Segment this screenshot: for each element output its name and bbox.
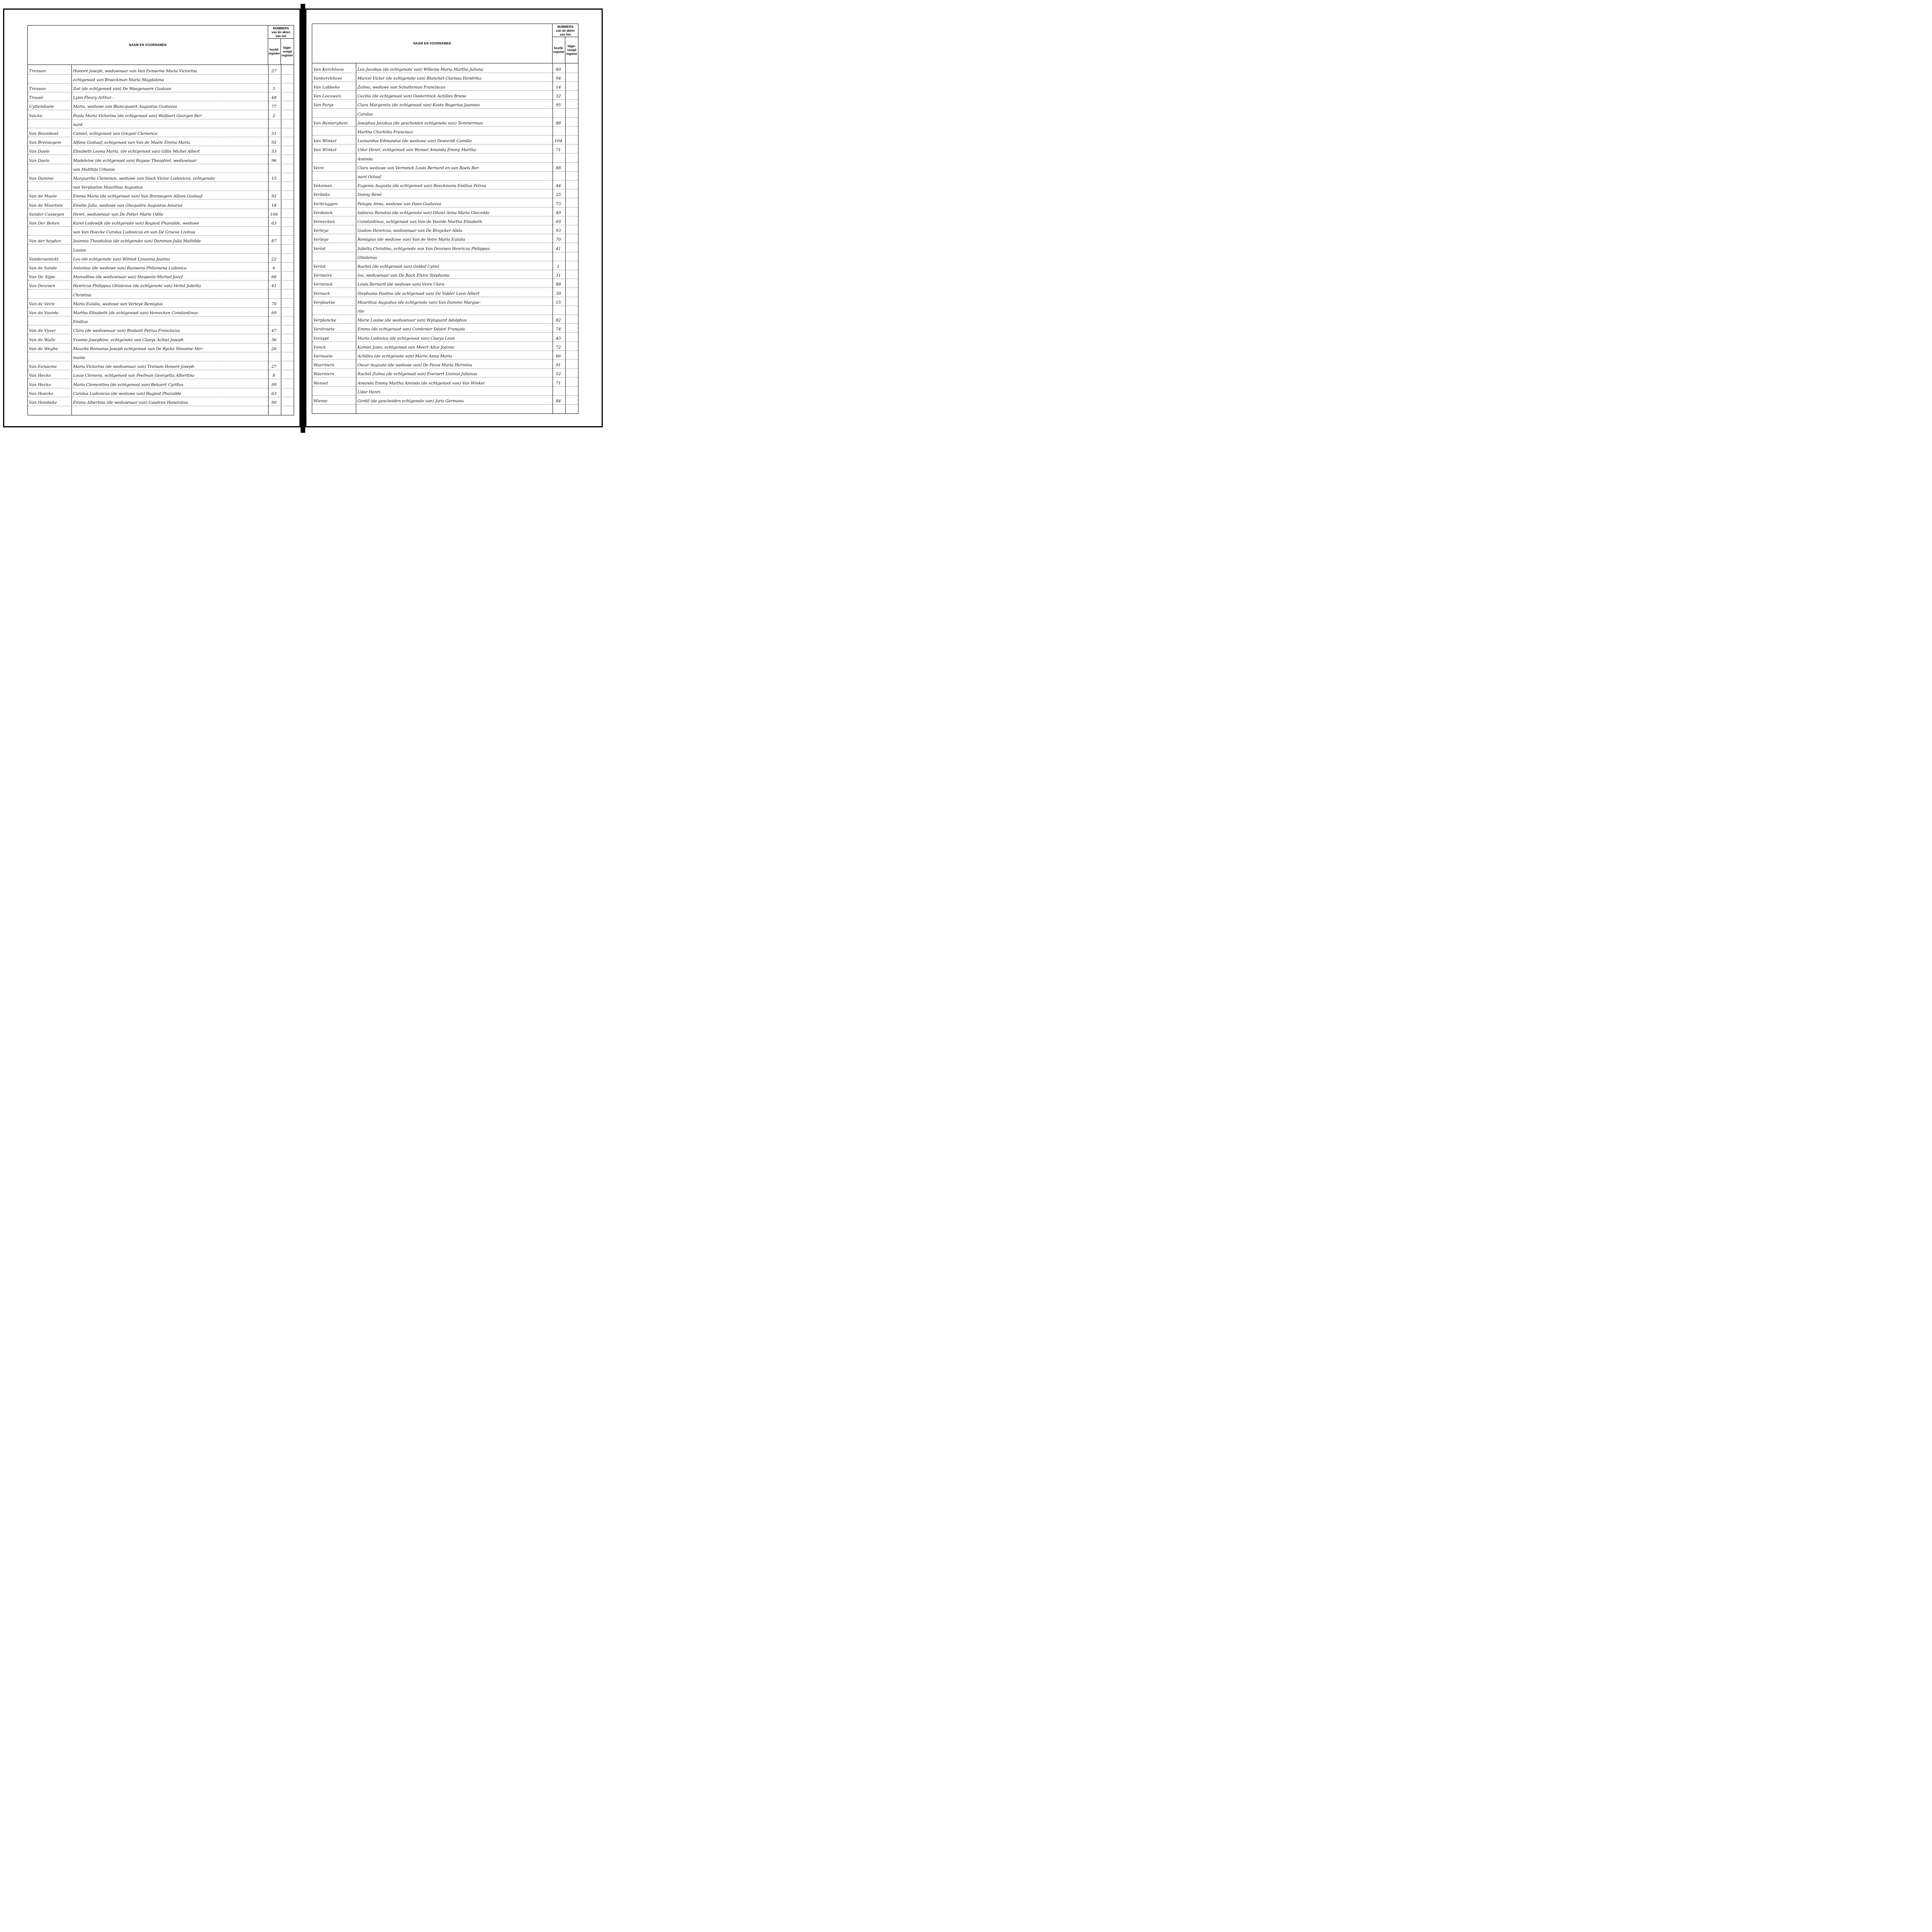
details-cell: Henricus Philippus Ghislenus (de echtgenote van) Verlot Julietta [73, 284, 201, 289]
surname-cell: Waerniers [313, 363, 335, 368]
register-row [28, 272, 294, 281]
act-number-cell: 106 [270, 212, 278, 217]
surname-cell: Vekeman [313, 184, 332, 189]
act-number-cell: 15 [556, 300, 561, 305]
act-number-cell: 53 [271, 149, 277, 154]
numbers-title-line-3: van het [275, 34, 286, 38]
act-number-cell: 71 [556, 381, 561, 386]
act-number-cell: 91 [556, 363, 561, 368]
surname-cell: Vorsypt [313, 336, 329, 341]
details-cell: Cecilia (de echtgenoot van) Oosterlinck Achilles Bruno [357, 94, 466, 99]
act-number-cell: 1 [557, 264, 560, 269]
register-row [312, 64, 578, 73]
details-cell: Louis Clemens, echtgenoot van Peelman Georgetta Albertina [73, 373, 194, 378]
surname-cell: Van der heyden [29, 239, 61, 244]
act-number-cell: 88 [556, 121, 561, 126]
register-row [312, 279, 578, 288]
act-number-cell: 69 [271, 310, 277, 315]
act-number-cell: 51 [271, 131, 277, 136]
surname-cell: Van de Walle [29, 337, 56, 342]
surname-cell: Wensel [313, 381, 328, 386]
supplementary-register-header: bijge- voegd register [281, 39, 294, 65]
register-row [28, 93, 294, 102]
details-cell: Maria Ludovica (de echtgenoot van) Claeys Leon [357, 336, 455, 341]
act-number-cell: 84 [556, 398, 561, 403]
register-row [28, 254, 294, 263]
details-cell: van Matthijs Urbanie [73, 167, 116, 172]
register-row [312, 136, 578, 145]
left-register-table [27, 25, 294, 415]
details-cell: rite [357, 309, 365, 314]
surname-cell: Vermeire [313, 273, 332, 278]
register-row [28, 290, 294, 299]
act-number-cell: 73 [556, 201, 561, 206]
register-row [312, 297, 578, 306]
surname-cell: Van de Moortele [29, 203, 63, 208]
surname-cell: Van de Veire [29, 301, 55, 306]
surname-cell: Van Winkel [313, 148, 337, 153]
register-row [28, 111, 294, 119]
act-number-cell: 5 [272, 86, 276, 91]
register-row [28, 326, 294, 335]
register-row [28, 209, 294, 218]
details-cell: Marguerite Clemence, weduwe van Slock Victor Ludovicus, echtgenote [73, 176, 215, 181]
right-register-table [312, 24, 578, 414]
act-number-cell: 99 [271, 382, 277, 387]
details-cell: Mauritius Augustus (de echtgenote van) Van Damme Margue- [357, 300, 481, 305]
register-row [28, 83, 294, 92]
act-number-cell: 44 [556, 184, 561, 189]
surname-cell: Trenson [29, 86, 46, 91]
details-cell: Christina [73, 293, 92, 298]
surname-cell: Van de Sande [29, 265, 57, 270]
act-number-cell: 77 [271, 104, 277, 109]
surname-cell: Van De Sijpe [29, 275, 55, 280]
act-number-cell: 48 [271, 95, 277, 100]
details-cell: Stephania Paulina (de echtgenoot van) De Volder Leon Albert [357, 291, 480, 296]
details-cell: Marcellina (de weduwnaar van) Hespeels Michiel Jozef [73, 275, 183, 280]
surname-cell: Verbeke [313, 192, 330, 197]
register-row [312, 145, 578, 154]
act-number-cell: 63 [271, 391, 277, 396]
act-number-cell: 27 [271, 364, 277, 369]
numbers-title-line-2: van de akten [556, 29, 575, 32]
act-number-cell: 88 [556, 282, 561, 287]
surname-cell: Van Winkel [313, 139, 337, 144]
register-row [28, 75, 294, 83]
surname-cell: Vormaele [313, 354, 333, 359]
act-number-cell: 82 [556, 318, 561, 323]
act-number-cell: 6 [272, 265, 276, 270]
register-row [28, 164, 294, 173]
details-cell: Maria Eulalia, weduwe van Verleye Remigius [73, 301, 163, 306]
act-number-cell: 2 [272, 113, 276, 118]
numbers-title-line-2: van de akten [271, 31, 291, 34]
details-cell: Louis Bernard (de weduwe van) Veire Clara [357, 282, 444, 287]
details-cell: Zoë (de echtgenoot van) De Waegenaere Gustave [73, 86, 172, 91]
register-row [312, 324, 578, 333]
details-cell: Oscar Auguste (de weduwe van) De Pauw Maria Hermina [357, 363, 472, 368]
register-row [28, 236, 294, 245]
surname-cell: Vankerckhove [313, 76, 342, 81]
details-cell: Carolus Ludovicus (de weduwe van) Rogiest Pharailde [73, 391, 182, 396]
details-cell: Leo (de echtgenote van) Wilmot Limanna Joanna [73, 257, 170, 262]
act-number-cell: 18 [271, 203, 277, 208]
act-number-cell: 92 [271, 140, 277, 145]
act-number-cell: 32 [556, 94, 561, 99]
register-row [28, 362, 294, 371]
register-row [28, 227, 294, 236]
surname-cell: Vander Casseyen [29, 212, 65, 217]
details-cell: Henri, weduwnaar van De Potter Marie Odile [73, 212, 163, 217]
details-cell: Louise [73, 248, 86, 253]
register-row [28, 191, 294, 200]
details-cell: Maria Clementina (de echtgenoot van) Bekaert Cyrillus [73, 382, 184, 387]
act-number-cell: 14 [556, 85, 561, 90]
register-row [312, 387, 578, 396]
register-row [312, 91, 578, 100]
surname-cell: Van Brensegem [29, 140, 61, 145]
details-cell: Martha Charlotta Francisca [357, 129, 413, 134]
surname-cell: Van Der Beken [29, 221, 60, 226]
act-number-cell: 15 [271, 176, 277, 181]
register-row [312, 163, 578, 172]
details-cell: Emma Albertina (de weduwnaar van) Caudron Honoratus [73, 400, 188, 405]
surname-cell: Vernack [313, 291, 330, 296]
details-cell: Elisabeth Leona Maria, (de echtgenoot van) Gillis Michel Albert [73, 149, 200, 154]
register-row [312, 261, 578, 270]
register-row [312, 235, 578, 243]
details-cell: nard. [73, 122, 84, 127]
surname-cell: Van de Weghe [29, 346, 58, 351]
details-cell: Emilius [73, 320, 88, 325]
details-cell: Achilles (de echtgenote van) Marre Anna Maria [357, 354, 452, 359]
register-row [312, 315, 578, 324]
act-number-cell: 94 [556, 76, 561, 81]
details-cell: Paula Maria Victorina (de echtgenoot van) Walfaert Georges Ber- [73, 113, 203, 118]
register-row [312, 378, 578, 387]
details-cell: Udor Henri. [357, 389, 381, 395]
register-row [312, 306, 578, 315]
register-row [28, 173, 294, 182]
surname-cell: Verleye [313, 237, 329, 242]
details-cell: Gaston Henricus, weduwnaar van De Bruycker Alida [357, 228, 463, 233]
details-cell: Lynn Fleury Arthur - [73, 95, 114, 100]
details-cell: Ghislenus [357, 255, 377, 260]
register-row [312, 190, 578, 199]
register-row [312, 172, 578, 180]
register-row [312, 270, 578, 279]
register-row [28, 102, 294, 111]
surname-cell: Van de Vyver [29, 328, 56, 333]
surname-cell: Van Labbeke [313, 85, 340, 90]
act-number-cell: 41 [556, 246, 561, 251]
details-cell: Emelie Julia, weduwe van Ghequière Augustus Amarus [73, 203, 183, 208]
surname-cell: Van Eenaeme [29, 364, 57, 369]
register-row [28, 281, 294, 290]
details-cell: Danny René [357, 192, 382, 197]
surname-cell: Verdonck [313, 210, 333, 215]
register-row [28, 245, 294, 254]
act-number-cell: 49 [556, 210, 561, 215]
surname-cell: Van Parys [313, 103, 334, 108]
surname-cell: Van Daele [29, 149, 50, 154]
book-spine [301, 4, 305, 433]
details-cell: Yvonne Josephine, echtgenote van Claeys Achiel Joseph [73, 337, 184, 342]
register-row [28, 182, 294, 191]
details-cell: Josephus Jacobus (de gescheiden echtgenote van) Temmerman [357, 121, 483, 126]
register-row [312, 243, 578, 252]
details-cell: Marcel Victor (de echtgenote van) Blanchet Clarissa Hendrika [357, 76, 481, 81]
register-row [312, 351, 578, 360]
act-number-cell: 41 [271, 284, 277, 289]
surname-cell: Van Leeuwen [313, 94, 341, 99]
details-cell: Maurits Romanus Joseph echtgenoot van De Rycke Simonne Her- [73, 346, 204, 351]
details-cell: van Verplaetse Mauritius Augustus [73, 185, 143, 190]
details-cell: Emma (de echtgenoot van) Cordenier Désiré François [357, 327, 465, 332]
surname-cell: Van Damme [29, 176, 54, 181]
act-number-cell: 87 [271, 239, 277, 244]
surname-cell: Trenson [29, 68, 46, 73]
register-row [28, 66, 294, 75]
details-cell: Udor Henri, echtgenoot van Wensel Amanda Emmy Martha [357, 148, 476, 153]
surname-cell: Valcke [29, 113, 43, 118]
details-cell: Ivo, weduwnaar van De Bock Elvira Stephania [357, 273, 450, 278]
surname-cell: Van Boumbost [29, 131, 59, 136]
details-cell: Alfons Gustaaf, echtgenoot van Van de Maele Emma Maria [73, 140, 190, 145]
numbers-title-line-1: NUMMERS [273, 27, 289, 30]
act-number-cell: 92 [271, 194, 277, 199]
details-cell: Gentil (de gescheiden echtgenote van) Joris Germana [357, 398, 464, 403]
act-number-cell: 90 [271, 400, 277, 405]
register-row [312, 252, 578, 261]
surname-cell: Waerniers [313, 372, 335, 377]
surname-cell: Van Hoecke [29, 391, 54, 396]
details-cell: Aminda [357, 156, 373, 162]
act-number-cell: 25 [556, 192, 561, 197]
register-row [312, 216, 578, 225]
register-row [28, 128, 294, 137]
surname-cell: Veire [313, 165, 324, 170]
register-row [28, 146, 294, 155]
register-row [312, 360, 578, 369]
register-row [312, 369, 578, 378]
act-number-cell: 66 [556, 354, 561, 359]
details-cell: Joannes Theodulius (de echtgenote van) Damman Julia Mathilde [73, 239, 201, 244]
details-cell: Karel Lodewijk (de echtgenote van) Rogiest Pharailde, weduwe [73, 221, 199, 226]
details-cell: Carolus [357, 112, 373, 117]
surname-cell: Trousé [29, 95, 43, 100]
details-cell: Clara weduwe van Verminck Louis Bernard en van Roels Ber- [357, 165, 480, 170]
surname-cell: Van Hecke [29, 382, 51, 387]
register-row [28, 263, 294, 272]
register-row [28, 119, 294, 128]
register-row [312, 73, 578, 82]
register-row [28, 218, 294, 227]
act-number-cell: 36 [271, 337, 277, 342]
act-number-cell: 31 [556, 273, 561, 278]
register-row [312, 333, 578, 342]
details-cell: Leo Jacobus (de echtgenote van) Willems Maria Martha Juliana [357, 67, 483, 72]
register-row [312, 100, 578, 109]
details-cell: Camiel, echtgenoot van Gregoir Clemence [73, 131, 158, 136]
register-row [312, 82, 578, 91]
register-row [312, 342, 578, 351]
details-cell: Clara (de weduwnaar van) Brabant Petrus Franciscus [73, 328, 180, 333]
numbers-header [268, 26, 294, 39]
act-number-cell: 74 [556, 327, 561, 332]
register-row [28, 155, 294, 164]
name-column-header: NAAM EN VOORNAMEN [28, 26, 268, 65]
act-number-cell: 95 [556, 103, 561, 108]
register-row [28, 299, 294, 308]
act-number-cell: 69 [556, 219, 561, 224]
register-row [28, 200, 294, 209]
register-row [312, 181, 578, 190]
details-cell: Julietta Christina, echtgenote van Van Deursen Henricus Philippus [357, 246, 490, 251]
surname-cell: Wieme [313, 398, 328, 403]
register-row [312, 207, 578, 216]
act-number-cell: 63 [271, 221, 277, 226]
right-page [305, 9, 603, 427]
details-cell: echtgenoot van Braeckman Maria Magdalena [73, 77, 164, 82]
surname-cell: Uyttendaele [29, 104, 54, 109]
surname-cell: Verlot [313, 264, 326, 269]
act-number-cell: 71 [556, 148, 561, 153]
act-number-cell: 72 [556, 345, 561, 350]
details-cell: Emma Maria (de echtgenoot van) Van Brensegem Alfons Gustaaf [73, 194, 202, 199]
register-row [28, 379, 294, 388]
register-row [28, 344, 294, 352]
details-cell: Eugenia Augusta (de echtgenoot van) Beeckmans Emilius Petrus [357, 184, 486, 189]
register-row [28, 371, 294, 379]
surname-cell: Van de Maele [29, 194, 57, 199]
surname-cell: Van Deursen [29, 284, 55, 289]
act-number-cell: 104 [554, 139, 563, 144]
act-number-cell: 47 [271, 328, 277, 333]
supplementary-register-header: bijge- voegd register [565, 37, 578, 63]
register-row [28, 335, 294, 344]
numbers-title-line-1: NUMMERS [557, 25, 573, 29]
details-cell: Kamiel Jules, echtgenoot van Meert Alice Joanna [357, 345, 454, 350]
register-row [312, 109, 578, 118]
surname-cell: Verplaetse [313, 300, 335, 305]
act-number-cell: 52 [556, 372, 561, 377]
register-row [28, 308, 294, 316]
act-number-cell: 22 [271, 257, 277, 262]
details-cell: Clara Margareta (de echtgenoot van) Koste Rogerius Joannes [357, 103, 480, 108]
details-cell: Antonius (de weduwe van) Rauwens Philomena Ludovica [73, 265, 187, 270]
details-cell: Constantinus, echtgenoot van Van de Voorde Martha Elisabeth [357, 219, 482, 224]
surname-cell: Verleye [313, 228, 329, 233]
details-cell: Isidorus Renatus (de echtgenote van) Dhont Anna Maria Ghezelda [357, 210, 490, 215]
details-cell: Honoré Joseph, weduwnaar van Van Eenaeme Maria Victorina [73, 68, 197, 73]
register-row [312, 226, 578, 235]
act-number-cell: 68 [271, 275, 277, 280]
register-row [312, 288, 578, 297]
details-cell: Rachel (de echtgenoot van) Geldof Cyriel [357, 264, 439, 269]
surname-cell: Verminck [313, 282, 333, 287]
details-cell: Leonardus Edmondus (de weduwe van) Deseerdt Camilla [357, 139, 472, 144]
surname-cell: Vanderaenickt [29, 257, 59, 262]
act-number-cell: 70 [556, 237, 561, 242]
details-cell: van Van Hoecke Carolus Ludovicus en van De Groeve Livinus [73, 230, 195, 235]
act-number-cell: 26 [271, 346, 277, 351]
act-number-cell: 80 [556, 67, 561, 72]
register-row [28, 317, 294, 326]
surname-cell: Van Renterghem [313, 121, 348, 126]
register-row [312, 127, 578, 136]
register-row [312, 154, 578, 163]
main-register-header: hoofd- register [268, 39, 281, 65]
numbers-title-line-3: van het [560, 33, 571, 36]
act-number-cell: 27 [271, 68, 277, 73]
main-register-header: hoofd- register [553, 37, 565, 63]
details-cell: Marie Louise (de weduwnaar van) Wyngaard Adolphus [357, 318, 467, 323]
surname-cell: Verlot [313, 246, 326, 251]
register-row [28, 352, 294, 361]
details-cell: manie [73, 355, 85, 360]
details-cell: nard Octaaf [357, 174, 381, 179]
act-number-cell: 96 [271, 158, 277, 163]
act-number-cell: 93 [556, 228, 561, 233]
details-cell: Madeleine (de echtgenoot van) Buysse Theophiel, weduwnaar [73, 158, 197, 163]
surname-cell: Vereecken [313, 219, 335, 224]
scanned-register-spread [0, 0, 606, 437]
details-cell: Rachel Zulma (de echtgenoot van) Everaert Livinus Julianus [357, 372, 477, 377]
surname-cell: Verbruggen [313, 201, 338, 206]
act-number-cell: 39 [556, 291, 561, 296]
details-cell: Pelagia Anna, weduwe van Daes Gustavus [357, 201, 441, 206]
act-number-cell: 88 [556, 165, 561, 170]
register-row [28, 138, 294, 146]
surname-cell: Vonck [313, 345, 326, 350]
act-number-cell: 43 [556, 336, 561, 341]
surname-cell: Verstraete [313, 327, 335, 332]
register-row [312, 396, 578, 405]
name-column-header: NAAM EN VOORNAMEN [312, 24, 553, 63]
details-cell: Maria, weduwe van Blancquaert Augustus Gustavus [73, 104, 177, 109]
details-cell: Zulma, weduwe van Schatteman Franciscus [357, 85, 446, 90]
details-cell: Martha Elisabeth (de echtgenoot van) Vereecken Constantinus [73, 310, 198, 315]
surname-cell: Van de Voorde [29, 310, 59, 315]
surname-cell: Verplancke [313, 318, 337, 323]
register-row [28, 397, 294, 406]
numbers-header [553, 24, 578, 37]
act-number-cell: 70 [271, 301, 277, 306]
details-cell: Remigius (de weduwe van) Van de Veire Maria Eulalia [357, 237, 465, 242]
surname-cell: Van Kerckhove [313, 67, 344, 72]
register-row [312, 199, 578, 207]
details-cell: Maria Victorina (de weduwnaar van) Trenson Honoré Joseph [73, 364, 194, 369]
left-page [3, 9, 301, 427]
details-cell: Amanda Emmy Martha Aminda (de echtgenoot van) Van Winkel [357, 381, 485, 386]
act-number-cell: 8 [272, 373, 276, 378]
register-row [28, 388, 294, 397]
surname-cell: Van Hecke [29, 373, 51, 378]
register-row [312, 118, 578, 127]
surname-cell: Van Daele [29, 158, 50, 163]
surname-cell: Van Holsbeke [29, 400, 57, 405]
